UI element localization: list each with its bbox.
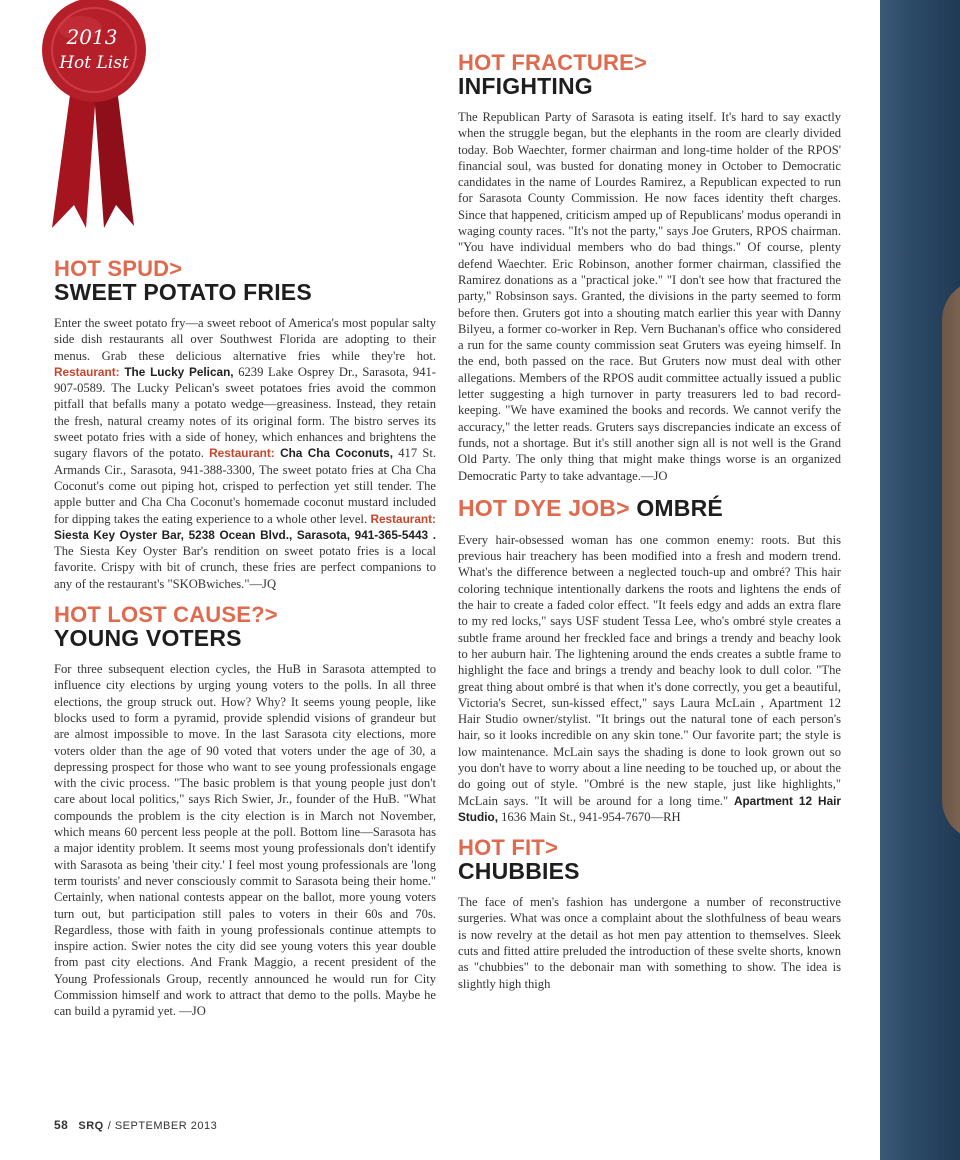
- section-kicker: HOT LOST CAUSE?>: [54, 602, 278, 628]
- section-hot-fit: [458, 837, 841, 992]
- body-text: 1636 Main St., 941-954-7670—RH: [497, 809, 681, 824]
- restaurant-name: The Lucky Pelican,: [119, 364, 234, 379]
- photo-figure: [942, 280, 960, 840]
- page-footer: [54, 1118, 217, 1132]
- ribbon-right: [94, 80, 134, 228]
- left-column: [54, 258, 436, 1032]
- restaurant-name: Cha Cha Coconuts,: [274, 446, 394, 461]
- section-hot-lost-cause: [54, 604, 436, 1020]
- magazine-name: SRQ: [78, 1120, 104, 1132]
- article-body: [458, 532, 841, 825]
- section-title: YOUNG VOTERS: [54, 625, 242, 652]
- cover-photo-edge: [880, 0, 960, 1160]
- body-text: Enter the sweet potato fry—a sweet reboot of America's most popular salty side dish restaurants all over Southwest Florida are adopting to their menus. Grab these delicious alternative fries while they're hot.: [54, 316, 436, 363]
- body-text: 6239 Lake Osprey Dr., Sarasota, 941-907-0589. The Lucky Pelican's sweet potatoes fries avoid the common pitfall that befalls many a potato wedge—greasiness. Instead, they retain the fresh, natural creamy notes of its original form. The bistro serves its sweet potato fries with a side of honey, which enhances and brightens the sugary flavors of the potato.: [54, 364, 436, 461]
- restaurant-label: Restaurant:: [209, 446, 275, 461]
- body-text: The Siesta Key Oyster Bar's rendition on sweet potato fries is a local favorite. Crispy with bit of crunch, these fries are perfect companions to any of the restaurant's "SKOBwiches."—JQ: [54, 544, 436, 591]
- article-body: For three subsequent election cycles, the HuB in Sarasota attempted to influence city elections by urging young voters to the polls. In all three elections, the group struck out. How? Why? It seems young people, like blocks used to form a pyramid, provide splendid visions of grandeur but are almost impossible to move. In the last Sarasota city elections, more voters older than the age of 90 voted that voters under the age of 30, a depressing prospect for those who want to see young professionals engage with the civic process. "The basic problem is that young people just don't care about local politics," says Rich Swier, Jr., founder of the HuB. "What compounds the problem is the city election is in March not November, which means 60 percent less people at the poll. Bottom line—Sarasota has a major identity problem. It seems most young professionals don't identify with Sarasota as being 'their city.' I feel most young professionals are 'long term tourists' and never consciously commit to Sarasota being their home." Certainly, when national contests appear on the ballot, more young voters turn out, but participation still pales to voters in their 60s and 70s. Regardless, those with faith in young professionals continue attempts to inspire action. Swier notes the city did see young voters this year double from past city elections. And Frank Maggio, a recent president of the Young Professionals Group, recently announced he would run for City Commission himself and work to attract that demo to the polls. Maybe he can build a pyramid yet. —JO: [54, 662, 436, 1019]
- seal-label: Hot List: [59, 53, 129, 73]
- section-hot-fracture: [458, 52, 841, 484]
- section-kicker: HOT FRACTURE>: [458, 50, 647, 75]
- section-hot-dye-job: [458, 496, 841, 825]
- section-title: INFIGHTING: [458, 73, 593, 99]
- section-kicker: HOT FIT>: [458, 835, 558, 861]
- section-title: OMBRÉ: [629, 494, 723, 521]
- body-text: 417 St. Armands Cir., Sarasota, 941-388-3300, The sweet potato fries at Cha Cha Coconut's come out piping hot, crisped to perfection yet still tender. The apple butter and Cha Cha Coconut's homemade coconut mustard included for dipping takes the eating experience to a whole other level.: [54, 446, 436, 526]
- section-kicker: HOT DYE JOB>: [458, 494, 630, 521]
- section-heading: [458, 496, 841, 522]
- right-column: [458, 52, 841, 1004]
- article-body: [54, 315, 436, 592]
- article-body: The Republican Party of Sarasota is eating itself. It's hard to say exactly when the struggle began, but the elephants in the room are clearly divided today. Bob Waechter, former chairman and long-time holder of the RPOS' financial soul, was busted for donating money in October to Democratic candidates in the name of Lourdes Ramirez, a Republican expected to run for Sarasota County Commission. He now faces identity theft charges. Since that happened, criticism amped up of Republicans' modus operandi in waging county races. "It's not the party," says Joe Gruters, RPOS chairman. "You have individual members who do bad things." Of course, plenty defend Waechter. Eric Robinson, another former chairman, classified the Ramirez donations as a "practical joke." "I don't see how that fractured the party," Robsinson says. Granted, the divisions in the party seemed to form before then. Gruters got into a shouting match earlier this year with Danny Bilyeu, a former co-worker in Rep. Vern Buchanan's office who considered a run for the same county commission seat Gruters was eyeing himself. In the end, both passed on the race. But Gruters now must deal with other allegations. Members of the RPOS audit committee actually issued a public letter suggesting a high turnover in party treasurers led to bad record-keeping. "We have examined the books and records. We cannot verify the accuracy," the letter reads. Gruters says discrepancies indicate an excess of funds, not a shortage. But it's still another sign all is not well is the Grand Old Party. The only thing that might make things worse is an organized Democratic Party to take advantage.—JO: [458, 110, 841, 483]
- page-number: 58: [54, 1118, 69, 1132]
- seal-disc: [42, 0, 146, 102]
- issue-date: / SEPTEMBER 2013: [107, 1120, 218, 1132]
- section-kicker: HOT SPUD>: [54, 256, 183, 281]
- restaurant-name: Siesta Key Oyster Bar, 5238 Ocean Blvd., Sarasota, 941-365-5443 .: [54, 527, 436, 542]
- article-body: The face of men's fashion has undergone a number of reconstructive surgeries. What was once a complaint about the slothfulness of beau wears is now revelry at the detail as hot men pay attention to themselves. Sleek cuts and fitted attire preluded the introduction of these svelte shorts, known as "chubbies" to the debonair man with something to show. The idea is slightly high thigh: [458, 895, 841, 991]
- section-title: CHUBBIES: [458, 858, 580, 885]
- restaurant-label: Restaurant:: [370, 511, 436, 526]
- restaurant-label: Restaurant:: [54, 364, 120, 379]
- seal-year: 2013: [66, 25, 118, 49]
- ribbon-left: [52, 80, 96, 228]
- hot-list-seal: [34, 0, 154, 232]
- section-title: SWEET POTATO FRIES: [54, 279, 312, 305]
- section-hot-spud: [54, 258, 436, 592]
- body-text: Every hair-obsessed woman has one common enemy: roots. But this previous hair treachery has been modified into a fresh and modern trend. What's the difference between a neglected touch-up and ombré? This hair coloring technique intentionally darkens the roots and lightens the ends of the hair to create a faded color effect. "It feels edgy and adds an extra flare to my red locks," says USF student Tessa Lee, who's ombré style creates a subtle frame around her freckled face and brings a trendy and beachy look to her auburn hair. The lightening around the ends creates a subtle frame to highlight the face and brings a trendy and beachy look to dull color. "The great thing about ombré is that when it's done correctly, you get a beautiful, Victoria's Secret, sun-kissed effect," says Laura McLain , Apartment 12 Hair Studio owner/stylist. "It brings out the natural tone of each person's hair, so it looks incredible on any skin tone." Our favorite part; the style is low maintenance. McLain says the shading is done to look grown out so you don't have to worry about a line needing to be touched up, or about the do going out of style. "Ombré is the new staple, just like highlights," McLain says. "It will be around for a long time.": [458, 532, 841, 808]
- venue-name: Apartment 12 Hair Studio,: [458, 793, 841, 824]
